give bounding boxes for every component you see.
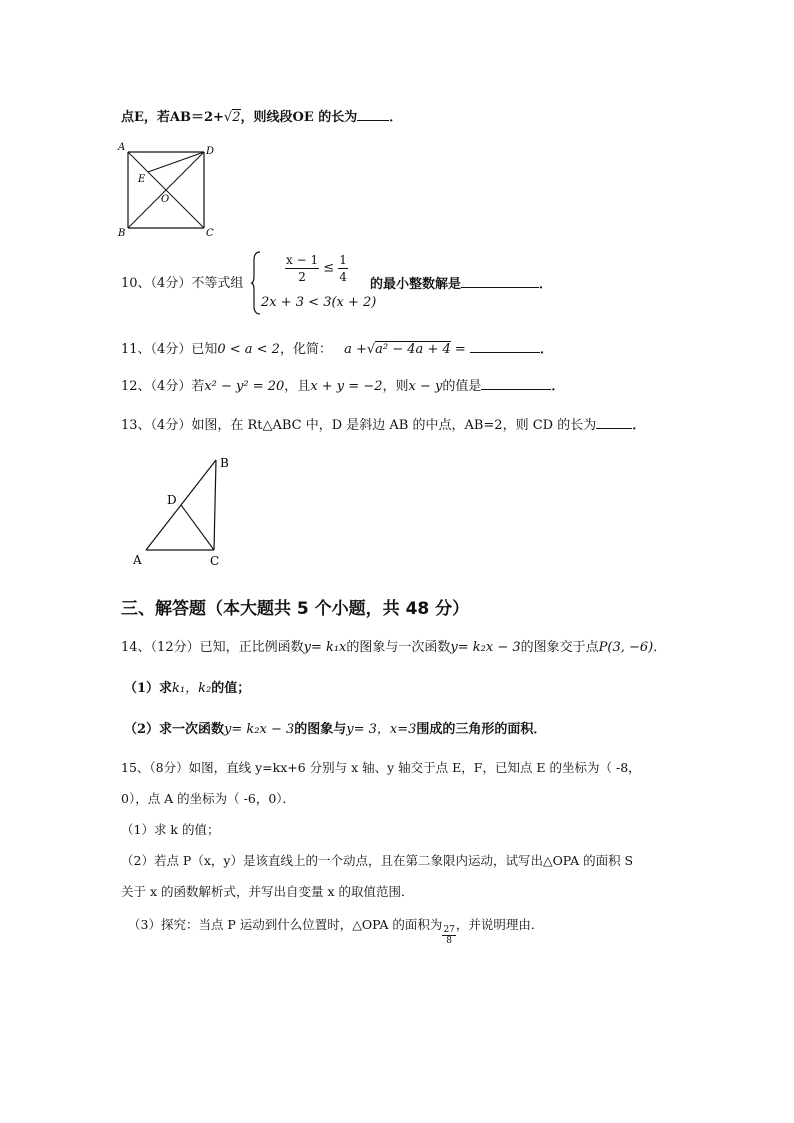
q9-suffix: ，则线段OE 的长为 xyxy=(240,110,358,125)
q11-answer-blank[interactable] xyxy=(470,340,540,353)
q9-end: ． xyxy=(389,110,403,125)
q14-sub2-mid: 的图象与 xyxy=(294,722,347,737)
ineq1-r-denominator: 4 xyxy=(339,270,347,284)
label-d: D xyxy=(167,493,177,507)
q11-mid: ，化简： xyxy=(279,342,332,357)
q11-prefix: 11、（4分）已知 xyxy=(121,342,218,357)
q12-line xyxy=(121,377,564,396)
q12-prefix: 12、（4分）若 xyxy=(121,379,205,394)
q10-answer-blank[interactable] xyxy=(461,275,539,288)
q14-end: ． xyxy=(653,640,667,655)
sqrt-sign: √ xyxy=(223,110,233,125)
q13-text: 13、（4分）如图，在 Rt△ABC 中，D 是斜边 AB 的中点，AB=2，则 CD 的长为 xyxy=(121,418,597,433)
q14-suffix: 的图象交于点 xyxy=(520,640,599,655)
label-c: C xyxy=(206,228,214,239)
label-o: O xyxy=(161,194,170,205)
q14-sub1-prefix: （1）求 xyxy=(124,681,173,696)
segment-de xyxy=(148,152,204,172)
q12-answer-blank[interactable] xyxy=(481,377,551,390)
q12-end: ． xyxy=(551,379,565,394)
q15-sub3-fraction xyxy=(442,925,455,946)
q14-point: P(3, −6) xyxy=(598,640,654,655)
q14-mid: 的图象与一次函数 xyxy=(346,640,451,655)
ineq1-op: ≤ xyxy=(323,260,335,276)
q9-square-figure xyxy=(114,140,224,240)
q15-sub2-line1: （2）若点 P（x，y）是该直线上的一个动点，且在第二象限内运动，试写出△OPA 的面积 S xyxy=(121,853,634,868)
q12-suffix: 的值是 xyxy=(442,379,482,394)
q10-suffix-line xyxy=(370,275,552,294)
q12-mid1: ，且 xyxy=(284,379,311,394)
q14-sub2 xyxy=(124,721,546,739)
q13-end: ． xyxy=(632,418,646,433)
q14-f1: y= k₁x xyxy=(303,640,347,655)
q14-sub2-prefix: （2）求一次函数 xyxy=(124,722,225,737)
q15-sub3-den: 8 xyxy=(446,936,453,946)
q13-answer-blank[interactable] xyxy=(596,416,632,429)
q11-line xyxy=(121,340,553,359)
q14-sub1-vars: k₁，k₂ xyxy=(172,681,212,696)
median-cd xyxy=(181,505,214,550)
label-b: B xyxy=(220,456,229,470)
q15-sub3-suffix: ，并说明理由． xyxy=(455,917,544,932)
q14-sub2-suffix: 围成的三角形的面积． xyxy=(416,722,547,737)
q11-expr-a: a + xyxy=(344,342,367,357)
q14-prefix: 14、（12分）已知，正比例函数 xyxy=(121,640,304,655)
section-heading: 三、解答题（本大题共 5 个小题，共 48 分） xyxy=(121,599,470,619)
q14-sub1-suffix: 的值； xyxy=(211,681,251,696)
label-a: A xyxy=(118,142,126,153)
side-bc xyxy=(214,460,216,550)
q9-sqrt-arg: 2 xyxy=(232,110,241,125)
q11-sqrt-sign: √ xyxy=(366,342,376,357)
ineq1-numerator: x − 1 xyxy=(286,253,319,267)
q10-suffix: 的最小整数解是 xyxy=(370,277,462,292)
q9-answer-blank[interactable] xyxy=(357,108,389,121)
q11-eq: = xyxy=(454,342,466,357)
q12-target: x − y xyxy=(408,379,443,394)
q11-cond: 0 < a < 2 xyxy=(217,342,280,357)
q12-eq1: x² − y² = 20 xyxy=(204,379,285,394)
q15-line1: 15、（8分）如图，直线 y=kx+6 分别与 x 轴、y 轴交于点 E，F，已知点 E 的坐标为（ -8， xyxy=(121,760,641,775)
label-c: C xyxy=(210,554,220,568)
q12-eq2: x + y = −2 xyxy=(310,379,383,394)
q14-f2: y= k₂x − 3 xyxy=(450,640,521,655)
q9-line xyxy=(121,108,402,127)
q13-line xyxy=(121,416,645,435)
q10-ineq1 xyxy=(285,252,348,285)
q15-sub2-line2: 关于 x 的函数解析式，并写出自变量 x 的取值范围． xyxy=(121,884,414,899)
q14-sub2-f: y= k₂x − 3 xyxy=(224,722,295,737)
q14-sub2-y: y= 3， xyxy=(346,722,390,737)
q15-sub3 xyxy=(128,916,543,946)
q15-sub1: （1）求 k 的值； xyxy=(121,822,220,837)
q9-prefix: 点E，若AB＝2+ xyxy=(121,110,224,125)
q10-end: ． xyxy=(539,277,553,292)
q15-sub3-num: 27 xyxy=(443,925,455,935)
q14-sub1 xyxy=(124,680,250,698)
label-e: E xyxy=(138,174,146,185)
q11-expr-sqrt: a² − 4a + 4 xyxy=(375,342,451,357)
q13-triangle-figure xyxy=(128,452,238,568)
ineq1-denominator: 2 xyxy=(298,270,306,284)
label-a: A xyxy=(133,553,142,567)
q15-line2: 0），点 A 的坐标为（ -6，0）． xyxy=(121,791,296,806)
q14-line xyxy=(121,639,666,657)
q10-ineq2: 2x + 3 < 3(x + 2) xyxy=(261,295,377,310)
q14-sub2-x: x=3 xyxy=(389,722,417,737)
q11-end: ． xyxy=(539,342,553,357)
label-d: D xyxy=(206,146,215,157)
q12-mid2: ，则 xyxy=(382,379,409,394)
q15-sub3-prefix: （3）探究：当点 P 运动到什么位置时，△OPA 的面积为 xyxy=(128,917,443,932)
label-b: B xyxy=(118,228,126,239)
q10-prefix: 10、（4分）不等式组 xyxy=(121,276,244,291)
ineq1-r-numerator: 1 xyxy=(339,253,347,267)
